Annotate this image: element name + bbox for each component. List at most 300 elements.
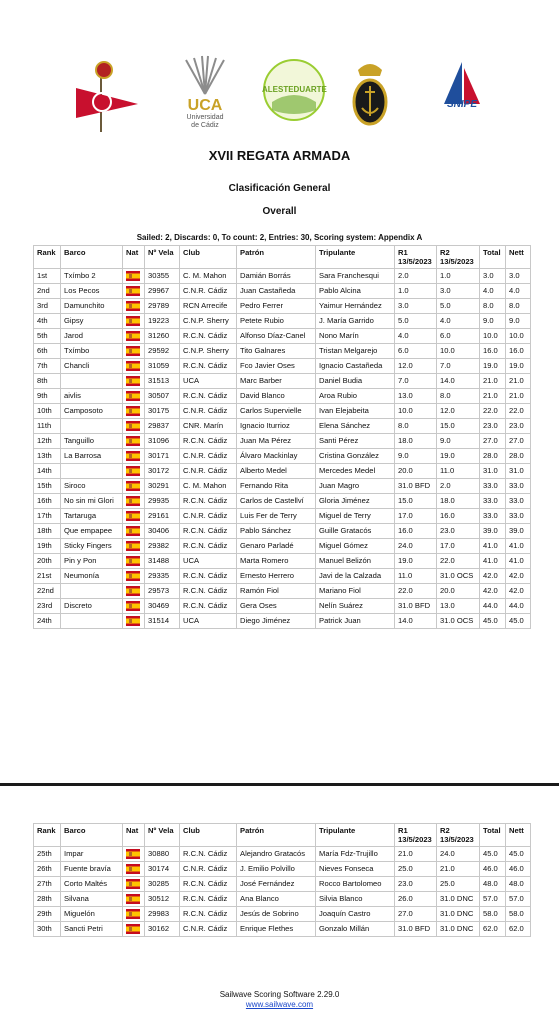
table-row [34, 614, 531, 629]
cell-r2: 11.0 [437, 464, 480, 479]
header-tripulante: Tripulante [316, 824, 395, 847]
snipe-name: SNIPE [446, 99, 477, 110]
spain-flag-icon [126, 271, 140, 281]
cell-tripulante: Aroa Rubio [316, 389, 395, 404]
cell-nett: 58.0 [506, 907, 531, 922]
cell-club: R.C.N. Cádiz [180, 329, 237, 344]
cell-club: R.C.N. Cádiz [180, 524, 237, 539]
cell-r1: 15.0 [395, 494, 437, 509]
cell-nett: 4.0 [506, 284, 531, 299]
overall-title: Overall [262, 206, 297, 217]
cell-total: 3.0 [480, 269, 506, 284]
spain-flag-icon [126, 924, 140, 934]
cell-nett: 42.0 [506, 569, 531, 584]
header-r2: R2 13/5/2023 [437, 824, 480, 847]
cell-r2: 15.0 [437, 419, 480, 434]
cell-club: C. M. Mahon [180, 479, 237, 494]
cell-nat [123, 404, 145, 419]
cell-r1: 31.0 BFD [395, 922, 437, 937]
cell-barco: Txímbo [61, 344, 123, 359]
table-row [34, 892, 531, 907]
cell-club: CNR. Marín [180, 419, 237, 434]
spain-flag-icon [126, 849, 140, 859]
cell-barco [61, 614, 123, 629]
cell-r2: 4.0 [437, 314, 480, 329]
table-row [34, 464, 531, 479]
cell-r2: 18.0 [437, 494, 480, 509]
club-pennant-logo [62, 58, 144, 136]
scoring-summary: Sailed: 2, Discards: 0, To count: 2, Entries: 30, Scoring system: Appendix A [136, 233, 423, 242]
sailwave-link[interactable]: www.sailwave.com [245, 1000, 314, 1009]
cell-club: UCA [180, 614, 237, 629]
cell-barco: Txímbo 2 [61, 269, 123, 284]
cell-vela: 30174 [145, 862, 180, 877]
cell-tripulante: Pablo Alcina [316, 284, 395, 299]
cell-vela: 30880 [145, 847, 180, 862]
cell-barco: Damunchito [61, 299, 123, 314]
cell-nat [123, 389, 145, 404]
cell-patron: Damián Borrás [237, 269, 316, 284]
table-row [34, 494, 531, 509]
cell-nat [123, 524, 145, 539]
cell-nett: 19.0 [506, 359, 531, 374]
cell-vela: 31513 [145, 374, 180, 389]
header-nat: Nat [123, 824, 145, 847]
cell-total: 44.0 [480, 599, 506, 614]
cell-rank: 20th [34, 554, 61, 569]
cell-rank: 14th [34, 464, 61, 479]
cell-nat [123, 907, 145, 922]
header-total: Total [480, 246, 506, 269]
cell-nat [123, 554, 145, 569]
cell-club: C.N.R. Cádiz [180, 449, 237, 464]
cell-barco: Sancti Petri [61, 922, 123, 937]
cell-tripulante: Guille Gratacós [316, 524, 395, 539]
table-row [34, 284, 531, 299]
cell-nat [123, 539, 145, 554]
cell-rank: 16th [34, 494, 61, 509]
cell-club: R.C.N. Cádiz [180, 539, 237, 554]
cell-rank: 13th [34, 449, 61, 464]
cell-barco: No sin mi Glori [61, 494, 123, 509]
cell-patron: Alejandro Gratacós [237, 847, 316, 862]
cell-club: R.C.N. Cádiz [180, 892, 237, 907]
header-club: Club [180, 246, 237, 269]
cell-club: R.C.N. Cádiz [180, 847, 237, 862]
cell-patron: Tito Galnares [237, 344, 316, 359]
cell-barco [61, 464, 123, 479]
cell-club: R.C.N. Cádiz [180, 584, 237, 599]
cell-total: 23.0 [480, 419, 506, 434]
cell-club: UCA [180, 554, 237, 569]
cell-r1: 4.0 [395, 329, 437, 344]
cell-total: 41.0 [480, 539, 506, 554]
cell-nat [123, 569, 145, 584]
cell-barco: Que empapee [61, 524, 123, 539]
spain-flag-icon [126, 616, 140, 626]
cell-nett: 33.0 [506, 479, 531, 494]
results-table [33, 245, 531, 629]
cell-tripulante: Miguel de Terry [316, 509, 395, 524]
cell-r2: 31.0 DNC [437, 922, 480, 937]
cell-patron: Ignacio Iturrioz [237, 419, 316, 434]
alesteduarte-logo [262, 58, 326, 122]
cell-r1: 19.0 [395, 554, 437, 569]
cell-patron: Ernesto Herrero [237, 569, 316, 584]
spain-flag-icon [126, 481, 140, 491]
cell-barco: Tartaruga [61, 509, 123, 524]
cell-vela: 29967 [145, 284, 180, 299]
navy-emblem-logo [350, 56, 390, 128]
cell-patron: Pablo Sánchez [237, 524, 316, 539]
cell-tripulante: Joaquín Castro [316, 907, 395, 922]
cell-rank: 1st [34, 269, 61, 284]
cell-nett: 22.0 [506, 404, 531, 419]
uca-name: UCA [187, 97, 223, 114]
table-row [34, 847, 531, 862]
cell-nett: 42.0 [506, 584, 531, 599]
cell-tripulante: Tristan Melgarejo [316, 344, 395, 359]
cell-nat [123, 464, 145, 479]
table-row [34, 922, 531, 937]
table-row [34, 539, 531, 554]
cell-total: 45.0 [480, 614, 506, 629]
cell-r1: 5.0 [395, 314, 437, 329]
cell-total: 57.0 [480, 892, 506, 907]
cell-barco: Sticky Fingers [61, 539, 123, 554]
cell-nett: 16.0 [506, 344, 531, 359]
cell-patron: Ana Blanco [237, 892, 316, 907]
cell-patron: Marta Romero [237, 554, 316, 569]
cell-barco: Jarod [61, 329, 123, 344]
cell-patron: Ramón Fiol [237, 584, 316, 599]
cell-nat [123, 862, 145, 877]
cell-rank: 11th [34, 419, 61, 434]
sponsor-logos [50, 50, 510, 140]
cell-nett: 39.0 [506, 524, 531, 539]
cell-rank: 3rd [34, 299, 61, 314]
header-nett: Nett [506, 824, 531, 847]
results-body-continued [34, 847, 531, 937]
cell-rank: 30th [34, 922, 61, 937]
cell-tripulante: María Fdz-Trujillo [316, 847, 395, 862]
cell-club: C.N.R. Cádiz [180, 464, 237, 479]
cell-r2: 23.0 [437, 524, 480, 539]
header-rank: Rank [34, 824, 61, 847]
cell-total: 9.0 [480, 314, 506, 329]
cell-barco: La Barrosa [61, 449, 123, 464]
cell-rank: 19th [34, 539, 61, 554]
spain-flag-icon [126, 586, 140, 596]
cell-nat [123, 329, 145, 344]
cell-vela: 31514 [145, 614, 180, 629]
cell-r2: 13.0 [437, 599, 480, 614]
cell-vela: 30355 [145, 269, 180, 284]
header-vela: Nº Vela [145, 246, 180, 269]
spain-flag-icon [126, 391, 140, 401]
cell-r1: 2.0 [395, 269, 437, 284]
spain-flag-icon [126, 421, 140, 431]
cell-patron: Enrique Flethes [237, 922, 316, 937]
cell-r2: 2.0 [437, 479, 480, 494]
cell-tripulante: Cristina González [316, 449, 395, 464]
cell-nett: 57.0 [506, 892, 531, 907]
cell-club: C. M. Mahon [180, 269, 237, 284]
header-barco: Barco [61, 824, 123, 847]
cell-r2: 5.0 [437, 299, 480, 314]
cell-total: 28.0 [480, 449, 506, 464]
cell-total: 4.0 [480, 284, 506, 299]
cell-nat [123, 877, 145, 892]
spain-flag-icon [126, 894, 140, 904]
cell-nat [123, 509, 145, 524]
spain-flag-icon [126, 879, 140, 889]
spain-flag-icon [126, 526, 140, 536]
cell-nett: 33.0 [506, 494, 531, 509]
cell-total: 33.0 [480, 479, 506, 494]
header-total: Total [480, 824, 506, 847]
cell-total: 42.0 [480, 584, 506, 599]
cell-patron: Alberto Medel [237, 464, 316, 479]
cell-total: 48.0 [480, 877, 506, 892]
cell-barco [61, 419, 123, 434]
cell-nett: 21.0 [506, 374, 531, 389]
table-row [34, 584, 531, 599]
cell-total: 22.0 [480, 404, 506, 419]
cell-tripulante: Mariano Fiol [316, 584, 395, 599]
cell-vela: 31059 [145, 359, 180, 374]
cell-club: R.C.N. Cádiz [180, 599, 237, 614]
cell-club: R.C.N. Cádiz [180, 877, 237, 892]
spain-flag-icon [126, 346, 140, 356]
cell-nat [123, 584, 145, 599]
cell-barco: Pin y Pon [61, 554, 123, 569]
cell-r2: 20.0 [437, 584, 480, 599]
cell-nett: 45.0 [506, 847, 531, 862]
cell-barco: Los Pecos [61, 284, 123, 299]
results-page-2 [0, 816, 559, 1024]
cell-nat [123, 892, 145, 907]
header-r2: R2 13/5/2023 [437, 246, 480, 269]
cell-barco: Silvana [61, 892, 123, 907]
cell-rank: 17th [34, 509, 61, 524]
table-row [34, 569, 531, 584]
cell-vela: 29382 [145, 539, 180, 554]
cell-nat [123, 359, 145, 374]
cell-nett: 3.0 [506, 269, 531, 284]
cell-nett: 9.0 [506, 314, 531, 329]
cell-barco: Camposoto [61, 404, 123, 419]
cell-nat [123, 299, 145, 314]
cell-nett: 21.0 [506, 389, 531, 404]
cell-r1: 18.0 [395, 434, 437, 449]
cell-patron: Fernando Rita [237, 479, 316, 494]
results-table-continued [33, 823, 531, 937]
cell-total: 27.0 [480, 434, 506, 449]
cell-nett: 28.0 [506, 449, 531, 464]
cell-vela: 29935 [145, 494, 180, 509]
cell-club: R.C.N. Cádiz [180, 389, 237, 404]
cell-r1: 25.0 [395, 862, 437, 877]
cell-tripulante: Gonzalo Millán [316, 922, 395, 937]
table-row [34, 479, 531, 494]
cell-nett: 45.0 [506, 614, 531, 629]
cell-nett: 10.0 [506, 329, 531, 344]
header-patron: Patrón [237, 824, 316, 847]
header-barco: Barco [61, 246, 123, 269]
cell-nat [123, 314, 145, 329]
cell-r2: 31.0 OCS [437, 569, 480, 584]
cell-barco: Miguelón [61, 907, 123, 922]
cell-tripulante: Santi Pérez [316, 434, 395, 449]
cell-club: C.N.R. Cádiz [180, 284, 237, 299]
cell-r1: 31.0 BFD [395, 479, 437, 494]
cell-r1: 31.0 BFD [395, 599, 437, 614]
cell-nett: 8.0 [506, 299, 531, 314]
cell-vela: 29983 [145, 907, 180, 922]
cell-nat [123, 269, 145, 284]
cell-tripulante: Nelín Suárez [316, 599, 395, 614]
table-row [34, 359, 531, 374]
cell-vela: 30507 [145, 389, 180, 404]
cell-total: 10.0 [480, 329, 506, 344]
cell-vela: 30512 [145, 892, 180, 907]
cell-r2: 7.0 [437, 359, 480, 374]
spain-flag-icon [126, 316, 140, 326]
cell-patron: Luis Fer de Terry [237, 509, 316, 524]
cell-nat [123, 479, 145, 494]
cell-r2: 31.0 DNC [437, 892, 480, 907]
spain-flag-icon [126, 361, 140, 371]
cell-nat [123, 494, 145, 509]
cell-vela: 31488 [145, 554, 180, 569]
cell-rank: 28th [34, 892, 61, 907]
cell-rank: 15th [34, 479, 61, 494]
uca-subtitle-2: de Cádiz [191, 122, 219, 129]
cell-nat [123, 284, 145, 299]
cell-total: 31.0 [480, 464, 506, 479]
cell-club: R.C.N. Cádiz [180, 494, 237, 509]
cell-r2: 9.0 [437, 434, 480, 449]
cell-club: R.C.N. Cádiz [180, 569, 237, 584]
cell-r1: 14.0 [395, 614, 437, 629]
cell-patron: Gera Oses [237, 599, 316, 614]
cell-rank: 23rd [34, 599, 61, 614]
cell-rank: 25th [34, 847, 61, 862]
cell-r1: 3.0 [395, 299, 437, 314]
cell-patron: Genaro Parladé [237, 539, 316, 554]
cell-r1: 24.0 [395, 539, 437, 554]
cell-rank: 7th [34, 359, 61, 374]
cell-barco [61, 374, 123, 389]
uca-logo [172, 54, 238, 130]
spain-flag-icon [126, 301, 140, 311]
table-row [34, 314, 531, 329]
spain-flag-icon [126, 556, 140, 566]
cell-r2: 21.0 [437, 862, 480, 877]
cell-vela: 30285 [145, 877, 180, 892]
cell-vela: 31096 [145, 434, 180, 449]
cell-vela: 29335 [145, 569, 180, 584]
header-r1: R1 13/5/2023 [395, 246, 437, 269]
cell-patron: Pedro Ferrer [237, 299, 316, 314]
spain-flag-icon [126, 436, 140, 446]
cell-club: R.C.N. Cádiz [180, 434, 237, 449]
cell-tripulante: Sara Franchesqui [316, 269, 395, 284]
cell-club: UCA [180, 374, 237, 389]
cell-vela: 19223 [145, 314, 180, 329]
cell-nett: 23.0 [506, 419, 531, 434]
cell-club: C.N.R. Cádiz [180, 922, 237, 937]
cell-tripulante: Miguel Gómez [316, 539, 395, 554]
cell-vela: 30171 [145, 449, 180, 464]
cell-barco: Discreto [61, 599, 123, 614]
classification-title: Clasificación General [228, 183, 331, 194]
header-patron: Patrón [237, 246, 316, 269]
cell-patron: Jesús de Sobrino [237, 907, 316, 922]
cell-r2: 6.0 [437, 329, 480, 344]
cell-tripulante: Yaimur Hernández [316, 299, 395, 314]
cell-barco: Corto Maltés [61, 877, 123, 892]
cell-vela: 30172 [145, 464, 180, 479]
table-row [34, 419, 531, 434]
spain-flag-icon [126, 331, 140, 341]
cell-club: R.C.N. Cádiz [180, 907, 237, 922]
cell-club: C.N.P. Sherry [180, 314, 237, 329]
cell-r1: 1.0 [395, 284, 437, 299]
spain-flag-icon [126, 466, 140, 476]
cell-tripulante: Javi de la Calzada [316, 569, 395, 584]
snipe-logo [432, 60, 492, 116]
cell-barco: Tanguillo [61, 434, 123, 449]
table-row [34, 374, 531, 389]
cell-nett: 31.0 [506, 464, 531, 479]
table-row [34, 434, 531, 449]
cell-total: 39.0 [480, 524, 506, 539]
cell-club: C.N.R. Cádiz [180, 509, 237, 524]
cell-r1: 17.0 [395, 509, 437, 524]
cell-rank: 12th [34, 434, 61, 449]
cell-rank: 10th [34, 404, 61, 419]
cell-rank: 18th [34, 524, 61, 539]
cell-r2: 24.0 [437, 847, 480, 862]
cell-tripulante: Daniel Budia [316, 374, 395, 389]
cell-r2: 31.0 DNC [437, 907, 480, 922]
cell-rank: 26th [34, 862, 61, 877]
cell-rank: 4th [34, 314, 61, 329]
cell-nat [123, 922, 145, 937]
cell-tripulante: Nieves Fonseca [316, 862, 395, 877]
cell-vela: 29573 [145, 584, 180, 599]
spain-flag-icon [126, 601, 140, 611]
table-row [34, 554, 531, 569]
table-header-row [34, 246, 531, 269]
cell-nett: 41.0 [506, 554, 531, 569]
cell-r1: 10.0 [395, 404, 437, 419]
cell-patron: Álvaro Mackinlay [237, 449, 316, 464]
cell-patron: Juan Ma Pérez [237, 434, 316, 449]
cell-nett: 44.0 [506, 599, 531, 614]
cell-rank: 24th [34, 614, 61, 629]
cell-total: 8.0 [480, 299, 506, 314]
cell-vela: 30291 [145, 479, 180, 494]
spain-flag-icon [126, 496, 140, 506]
software-credit: Sailwave Scoring Software 2.29.0 [219, 990, 340, 999]
table-row [34, 344, 531, 359]
cell-nat [123, 419, 145, 434]
cell-barco: Neumonía [61, 569, 123, 584]
cell-tripulante: Rocco Bartolomeo [316, 877, 395, 892]
